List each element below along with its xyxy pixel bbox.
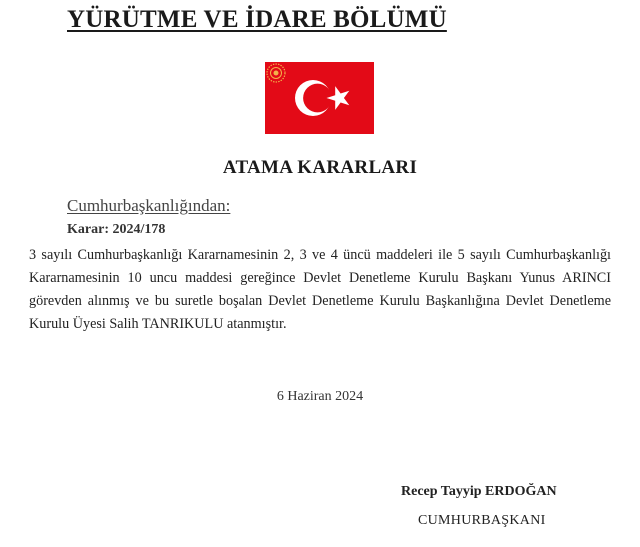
issuing-authority: Cumhurbaşkanlığından: [67,196,231,215]
decision-body: 3 sayılı Cumhurbaşkanlığı Kararnamesinin 2, 3 ve 4 üncü maddeleri ile 5 sayılı Cumhurbaşkanlığı Kararnamesinin 10 uncu maddesi gereğince Devlet Denetleme Kurulu Başkanı Yunus ARINCI görevden alınmış ve bu suretle boşalan Devlet Denetleme Kurulu Başkanlığına Devlet Denetleme Kurulu Üyesi Salih TANRIKULU atanmıştır. [29,247,611,332]
decision-number: Karar: 2024/178 [67,222,166,237]
signer-name: Recep Tayyip ERDOĞAN [401,484,557,499]
presidential-seal-icon [266,63,286,83]
signer-title: CUMHURBAŞKANI [418,513,546,528]
decision-date: 6 Haziran 2024 [276,389,364,404]
section-title: YÜRÜTME VE İDARE BÖLÜMÜ [67,6,447,33]
page-heading: ATAMA KARARLARI [222,157,418,178]
